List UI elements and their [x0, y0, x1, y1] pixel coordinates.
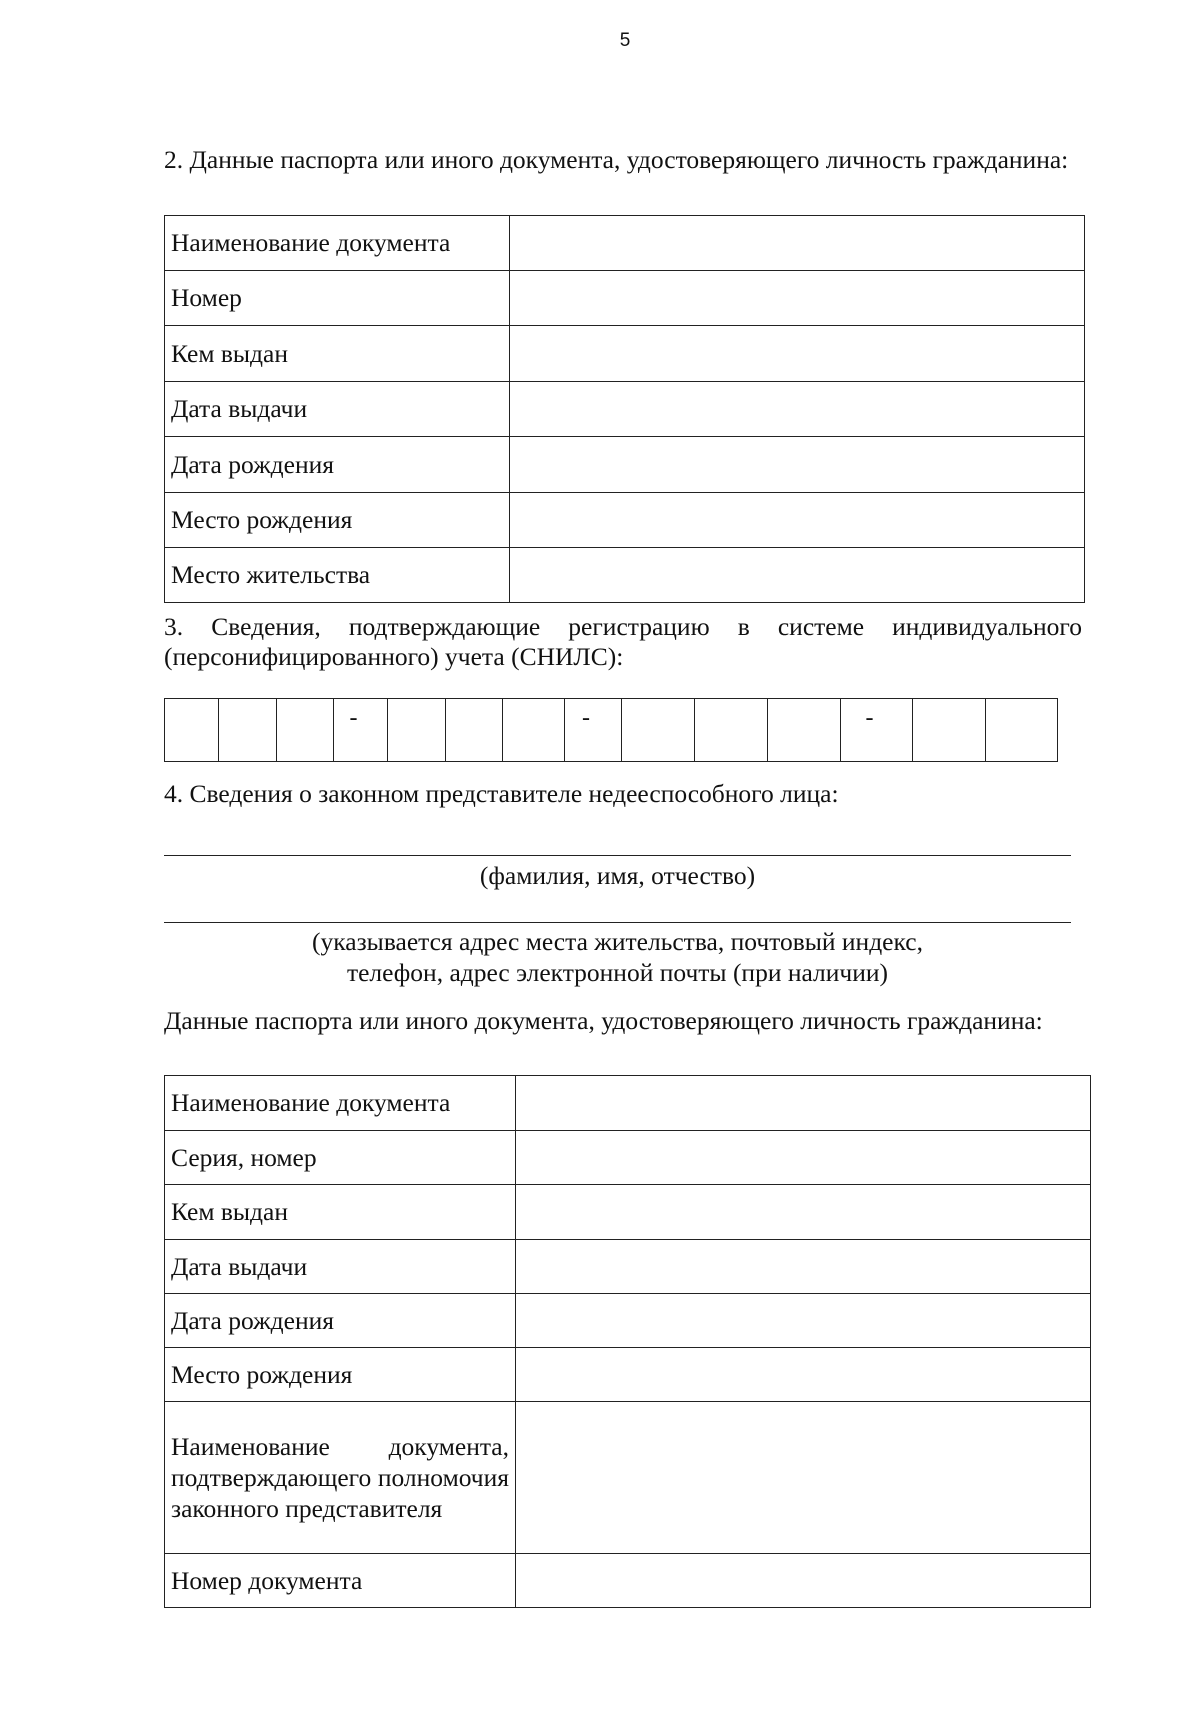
authority-document-number-field[interactable]: [516, 1554, 1091, 1608]
snils-separator: -: [865, 705, 874, 731]
rep-birth-place-field[interactable]: [516, 1348, 1091, 1402]
rep-document-name-field[interactable]: [516, 1076, 1091, 1131]
rep-series-number-field[interactable]: [516, 1131, 1091, 1185]
table-row: [165, 271, 1085, 326]
address-caption-line1: (указывается адрес места жительства, почтовый индекс,: [312, 927, 923, 956]
snils-digit-cell[interactable]: [913, 699, 986, 762]
table-row: [165, 493, 1085, 548]
section2-heading: 2. Данные паспорта или иного документа, удостоверяющего личность гражданина:: [164, 145, 1069, 174]
issued-by-field[interactable]: [510, 326, 1085, 382]
birth-date-field[interactable]: [510, 437, 1085, 493]
field-label: Наименование документа, подтверждающего полномочия законного представителя: [165, 1402, 516, 1554]
field-label: Дата выдачи: [165, 382, 510, 437]
fio-caption: (фамилия, имя, отчество): [479, 861, 756, 890]
birth-place-field[interactable]: [510, 493, 1085, 548]
document-number-field[interactable]: [510, 271, 1085, 326]
address-caption-line2: телефон, адрес электронной почты (при наличии): [346, 958, 889, 987]
table-row: [165, 1185, 1091, 1240]
snils-separator-cell: [565, 699, 622, 762]
table-row: [165, 1294, 1091, 1348]
table-row: [165, 1402, 1091, 1554]
field-label: Место рождения: [165, 1348, 516, 1402]
rep-issue-date-field[interactable]: [516, 1240, 1091, 1294]
table-row: [165, 216, 1085, 271]
snils-digit-cell[interactable]: [695, 699, 768, 762]
table-row: [165, 326, 1085, 382]
residence-field[interactable]: [510, 548, 1085, 603]
table-row: [165, 1348, 1091, 1402]
snils-separator-cell: [334, 699, 388, 762]
field-label: Место рождения: [165, 493, 510, 548]
field-label: Серия, номер: [165, 1131, 516, 1185]
authority-document-field[interactable]: [516, 1402, 1091, 1554]
section3-heading: 3. Сведения, подтверждающие регистрацию в системе индивидуального (персонифицированного) учета (СНИЛС):: [164, 612, 1082, 671]
field-label: Дата рождения: [165, 1294, 516, 1348]
snils-digit-cell[interactable]: [622, 699, 695, 762]
representative-name-line[interactable]: [164, 855, 1071, 856]
snils-digit-cell[interactable]: [388, 699, 446, 762]
representative-address-line[interactable]: [164, 922, 1071, 923]
table-row: [165, 437, 1085, 493]
field-label: Дата выдачи: [165, 1240, 516, 1294]
field-label: Номер: [165, 271, 510, 326]
representative-passport-table: [164, 1075, 1091, 1608]
rep-issued-by-field[interactable]: [516, 1185, 1091, 1240]
snils-grid: [164, 698, 1058, 762]
snils-separator: -: [349, 705, 358, 731]
field-label: Номер документа: [165, 1554, 516, 1608]
page-number: 5: [619, 30, 631, 51]
snils-digit-cell[interactable]: [219, 699, 277, 762]
table-row: [165, 548, 1085, 603]
snils-digit-cell[interactable]: [165, 699, 219, 762]
rep-birth-date-field[interactable]: [516, 1294, 1091, 1348]
field-label: Кем выдан: [165, 1185, 516, 1240]
table-row: [165, 1131, 1091, 1185]
snils-digit-cell[interactable]: [446, 699, 503, 762]
issue-date-field[interactable]: [510, 382, 1085, 437]
section4-heading: 4. Сведения о законном представителе недееспособного лица:: [164, 779, 839, 808]
snils-separator-cell: [841, 699, 913, 762]
table-row: [165, 1076, 1091, 1131]
snils-separator: -: [582, 705, 590, 731]
field-label: Кем выдан: [165, 326, 510, 382]
field-label: Место жительства: [165, 548, 510, 603]
table-row: [165, 382, 1085, 437]
section2-passport-table: [164, 215, 1085, 603]
field-label: Дата рождения: [165, 437, 510, 493]
field-label: Наименование документа: [165, 216, 510, 271]
snils-digit-cell[interactable]: [986, 699, 1058, 762]
table-row: [165, 1240, 1091, 1294]
field-label: Наименование документа: [165, 1076, 516, 1131]
representative-passport-heading: Данные паспорта или иного документа, удостоверяющего личность гражданина:: [164, 1006, 1043, 1035]
table-row: [165, 1554, 1091, 1608]
document-name-field[interactable]: [510, 216, 1085, 271]
